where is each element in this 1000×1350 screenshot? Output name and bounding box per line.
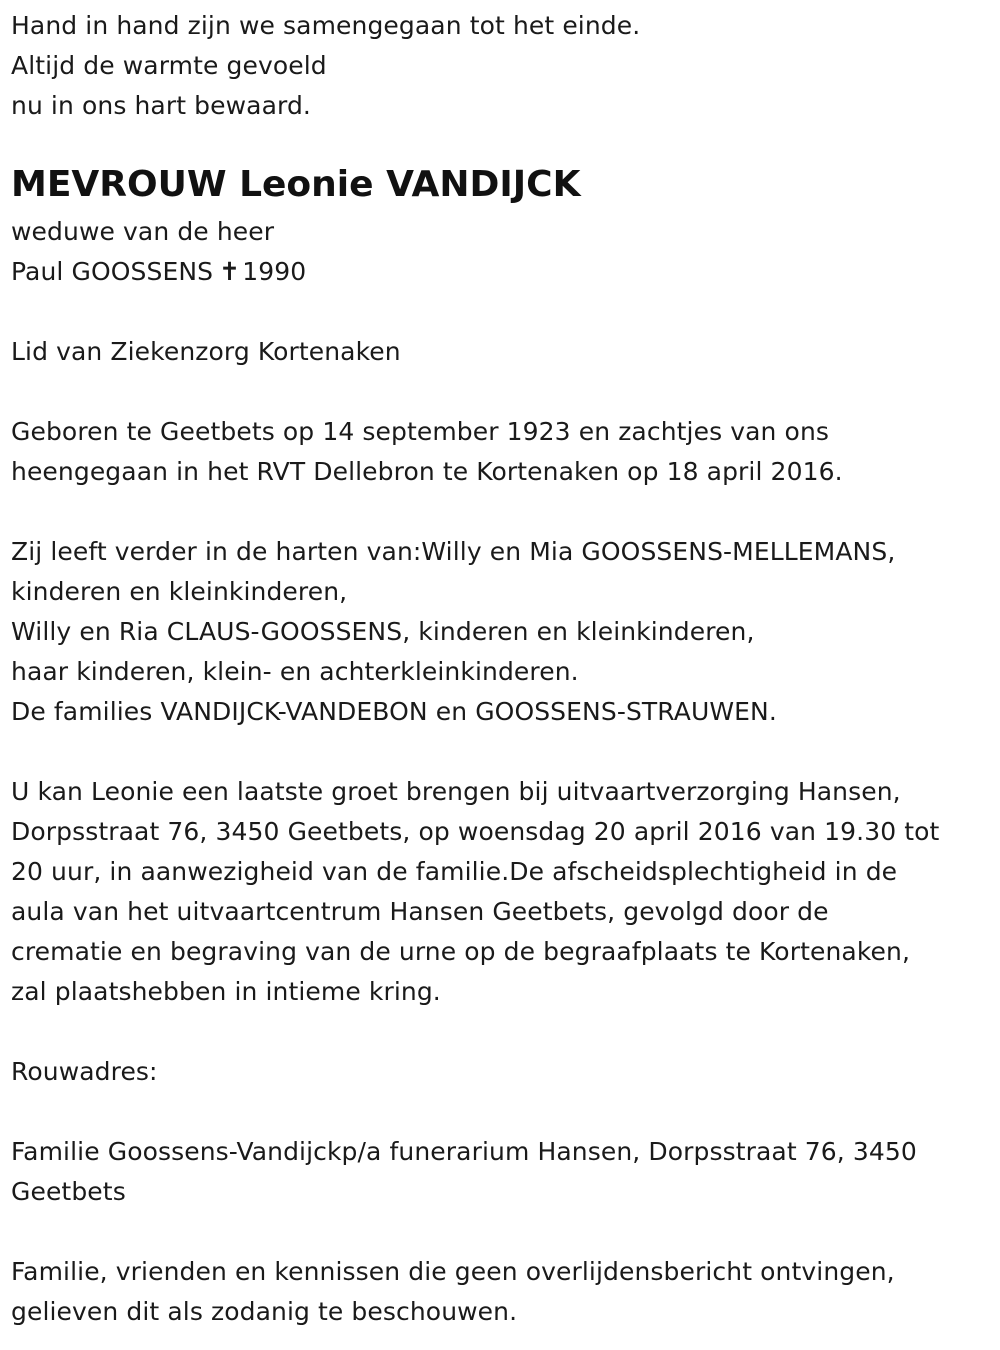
paragraph-line: haar kinderen, klein- en achterkleinkinderen. — [11, 657, 579, 686]
paragraph-line: zal plaatshebben in intieme kring. — [11, 977, 441, 1006]
poem-line: Hand in hand zijn we samengegaan tot het einde. — [11, 11, 641, 40]
paragraph-line: Familie, vrienden en kennissen die geen overlijdensbericht ontvingen, — [11, 1257, 895, 1286]
widow-line: weduwe van de heer — [11, 217, 275, 246]
paragraph-line: 20 uur, in aanwezigheid van de familie.De afscheidsplechtigheid in de — [11, 857, 898, 886]
poem — [11, 6, 991, 126]
spouse-name: Paul GOOSSENS — [11, 257, 214, 286]
survivors-paragraph — [11, 532, 991, 732]
paragraph-line: heengegaan in het RVT Dellebron te Kortenaken op 18 april 2016. — [11, 457, 843, 486]
farewell-paragraph — [11, 772, 991, 1012]
paragraph-line: De families VANDIJCK-VANDEBON en GOOSSENS-STRAUWEN. — [11, 697, 777, 726]
paragraph-line: gelieven dit als zodanig te beschouwen. — [11, 1297, 518, 1326]
address-label: Rouwadres: — [11, 1057, 158, 1086]
paragraph-line: kinderen en kleinkinderen, — [11, 577, 348, 606]
cross-icon: ✝ — [219, 257, 241, 286]
paragraph-line: Willy en Ria CLAUS-GOOSSENS, kinderen en kleinkinderen, — [11, 617, 755, 646]
paragraph-line: Dorpsstraat 76, 3450 Geetbets, op woensdag 20 april 2016 van 19.30 tot — [11, 817, 940, 846]
spouse-line — [11, 252, 991, 292]
paragraph-line: U kan Leonie een laatste groet brengen bij uitvaartverzorging Hansen, — [11, 777, 901, 806]
paragraph-line: Geboren te Geetbets op 14 september 1923 en zachtjes van ons — [11, 417, 830, 446]
address-paragraph — [11, 1132, 991, 1212]
poem-line: nu in ons hart bewaard. — [11, 91, 311, 120]
paragraph-line: Familie Goossens-Vandijckp/a funerarium Hansen, Dorpsstraat 76, 3450 — [11, 1137, 917, 1166]
paragraph-line: crematie en begraving van de urne op de begraafplaats te Kortenaken, — [11, 937, 910, 966]
obituary-document — [11, 6, 991, 1332]
closing-paragraph — [11, 1252, 991, 1332]
paragraph-line: Zij leeft verder in de harten van:Willy en Mia GOOSSENS-MELLEMANS, — [11, 537, 896, 566]
paragraph-line: aula van het uitvaartcentrum Hansen Geetbets, gevolgd door de — [11, 897, 829, 926]
poem-line: Altijd de warmte gevoeld — [11, 51, 327, 80]
paragraph-line: Geetbets — [11, 1177, 126, 1206]
deceased-name: MEVROUW Leonie VANDIJCK — [11, 164, 581, 205]
spouse-death-year: 1990 — [242, 257, 307, 286]
membership: Lid van Ziekenzorg Kortenaken — [11, 337, 401, 366]
birth-death-paragraph — [11, 412, 991, 492]
